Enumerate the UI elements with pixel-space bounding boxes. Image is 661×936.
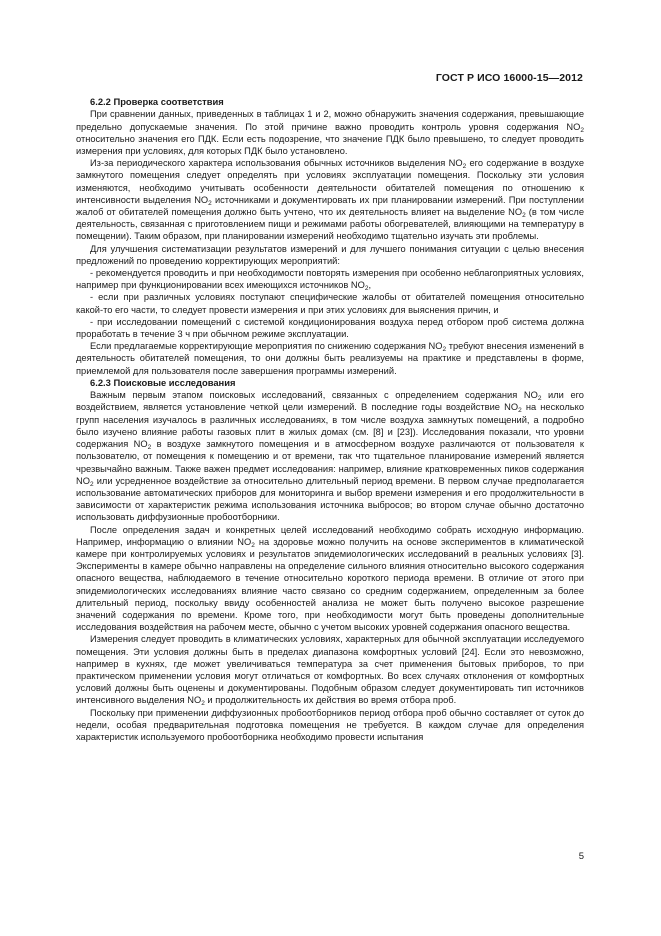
paragraph: Важным первым этапом поисковых исследований, связанных с определением содержания $NO_2$ или его воздействием, является установление четкой цели измерений. В последние годы воздействие $NO_2$ на несколько групп населения изучалось в различных исследованиях, в том числе воздуха замкнутых помещений, а подробно было изучено влияние работы газовых плит в жилых домах (см. [8] и [23]). Исследования показали, что уровни содержания $NO_2$ в воздухе замкнутого помещения и в атмосферном воздухе различаются от пользователя к пользователю, от помещения к помещению и от времени, так что тщательное планирование измерений является чрезвычайно важным. Также важен предмет исследования: например, влияние кратковременных пиков содержания $NO_2$ или усредненное воздействие за относительно длительный период времени. В первом случае предполагается использование автоматических приборов для мониторинга и выбор времени измерения и его продолжительности в зависимости от характеристик режима использования источника выбросов; во втором случае обычно достаточно использовать диффузионные пробоотборники.: [76, 390, 584, 523]
page-number: 5: [578, 851, 584, 862]
paragraph: Из-за периодического характера использования обычных источников выделения $NO_2$ его содержание в воздухе замкнутого помещения следует определять при условиях эксплуатации помещения. Поскольку эти условия изменяются, необходимо учитывать особенности деятельности обитателей помещения по отношению к интенсивности выделения $NO_2$ источниками и документировать их при планировании измерений. При поступлении жалоб от обитателей помещения должно быть учтено, что их деятельность влияет на выделение $NO_2$ (в том числе деятельность, связанная с приготовлением пищи и режимами работы обогревателей, влияющими на температуру в помещении). Таким образом, при планировании измерений необходимо тщательно изучать эти проблемы.: [76, 158, 585, 242]
page-body: [76, 96, 584, 743]
paragraph: После определения задач и конкретных целей исследований необходимо собрать исходную информацию. Например, информацию о влиянии $NO_2$ на здоровье можно получить на основе экспериментов в климатической камере при контролируемых условиях и результатов эпидемиологических исследований в реальных условиях [3]. Эксперименты в камере обычно направлены на определение сильного влияния относительно высокого содержания опасного вещества, наблюдаемого в течение относительно короткого периода времени. В отличие от этого при эпидемиологических исследованиях влияние часто связано со средним содержанием, определенным за более длительный период, поскольку ввиду особенностей анализа не может быть получено высокое разрешение значений содержания по времени. Кроме того, при необходимости могут быть проведены дополнительные исследования воздействия на рабочем месте, обычно с учетом высоких уровней содержания опасного вещества.: [76, 524, 584, 633]
document-number: ГОСТ Р ИСО 16000-15—2012: [435, 72, 583, 84]
section-heading-6-2-3: 6.2.3 Поисковые исследования: [90, 376, 236, 388]
paragraph: При сравнении данных, приведенных в таблицах 1 и 2, можно обнаружить значения содержания, превышающие предельно допускаемые значения. По этой причине важно проводить контроль уровня содержания $NO_2$ относительно значения его ПДК. Если есть подозрение, что значение ПДК было превышено, то следует проводить измерения при условиях, для которых ПДК было установлено.: [76, 109, 584, 157]
section-heading-6-2-2: 6.2.2 Проверка соответствия: [90, 96, 224, 107]
list-item: - рекомендуется проводить и при необходимости повторять измерения при особенно неблагоприятных условиях, например при функционировании всех имеющихся источников $NO_2$,: [76, 268, 584, 293]
paragraph: Если предлагаемые корректирующие мероприятия по снижению содержания $NO_2$ требуют внесения изменений в деятельность обитателей помещения, то они должны быть реализуемы на практике и представлены в форме, приемлемой для пользователя после завершения программы измерений.: [76, 341, 584, 376]
paragraph: Измерения следует проводить в климатических условиях, характерных для обычной эксплуатации исследуемого помещения. Эти условия должны быть в пределах диапазона комфортных условий [24]. Если это невозможно, например в кухнях, где может увеличиваться температура за счет применения бытовых приборов, то при практическом применении условия могут отличаться от комфортных. Во всех случаях отклонения от комфортных условий должны быть оценены и документированы. Подобным образом следует документировать тип источников интенсивного выделения $NO_2$ и продолжительность их действия во время отбора проб.: [76, 634, 584, 708]
list-item: - при исследовании помещений с системой кондиционирования воздуха перед отбором проб система должна проработать в течение 3 ч при обычном режиме эксплуатации.: [76, 316, 584, 340]
paragraph: Поскольку при применении диффузионных пробоотборников период отбора проб обычно составляет от суток до недели, особая предварительная подготовка помещения не требуется. В каждом случае для определения характеристик используемого пробоотборника необходимо провести испытания: [76, 707, 584, 742]
paragraph: Для улучшения систематизации результатов измерений и для лучшего понимания ситуации с целью внесения предложений по проведению корректирующих мероприятий:: [76, 243, 584, 266]
list-item: - если при различных условиях поступают специфические жалобы от обитателей помещения относительно какой-то его части, то следует провести измерения и при этих условиях для выяснения причин, и: [76, 292, 584, 315]
